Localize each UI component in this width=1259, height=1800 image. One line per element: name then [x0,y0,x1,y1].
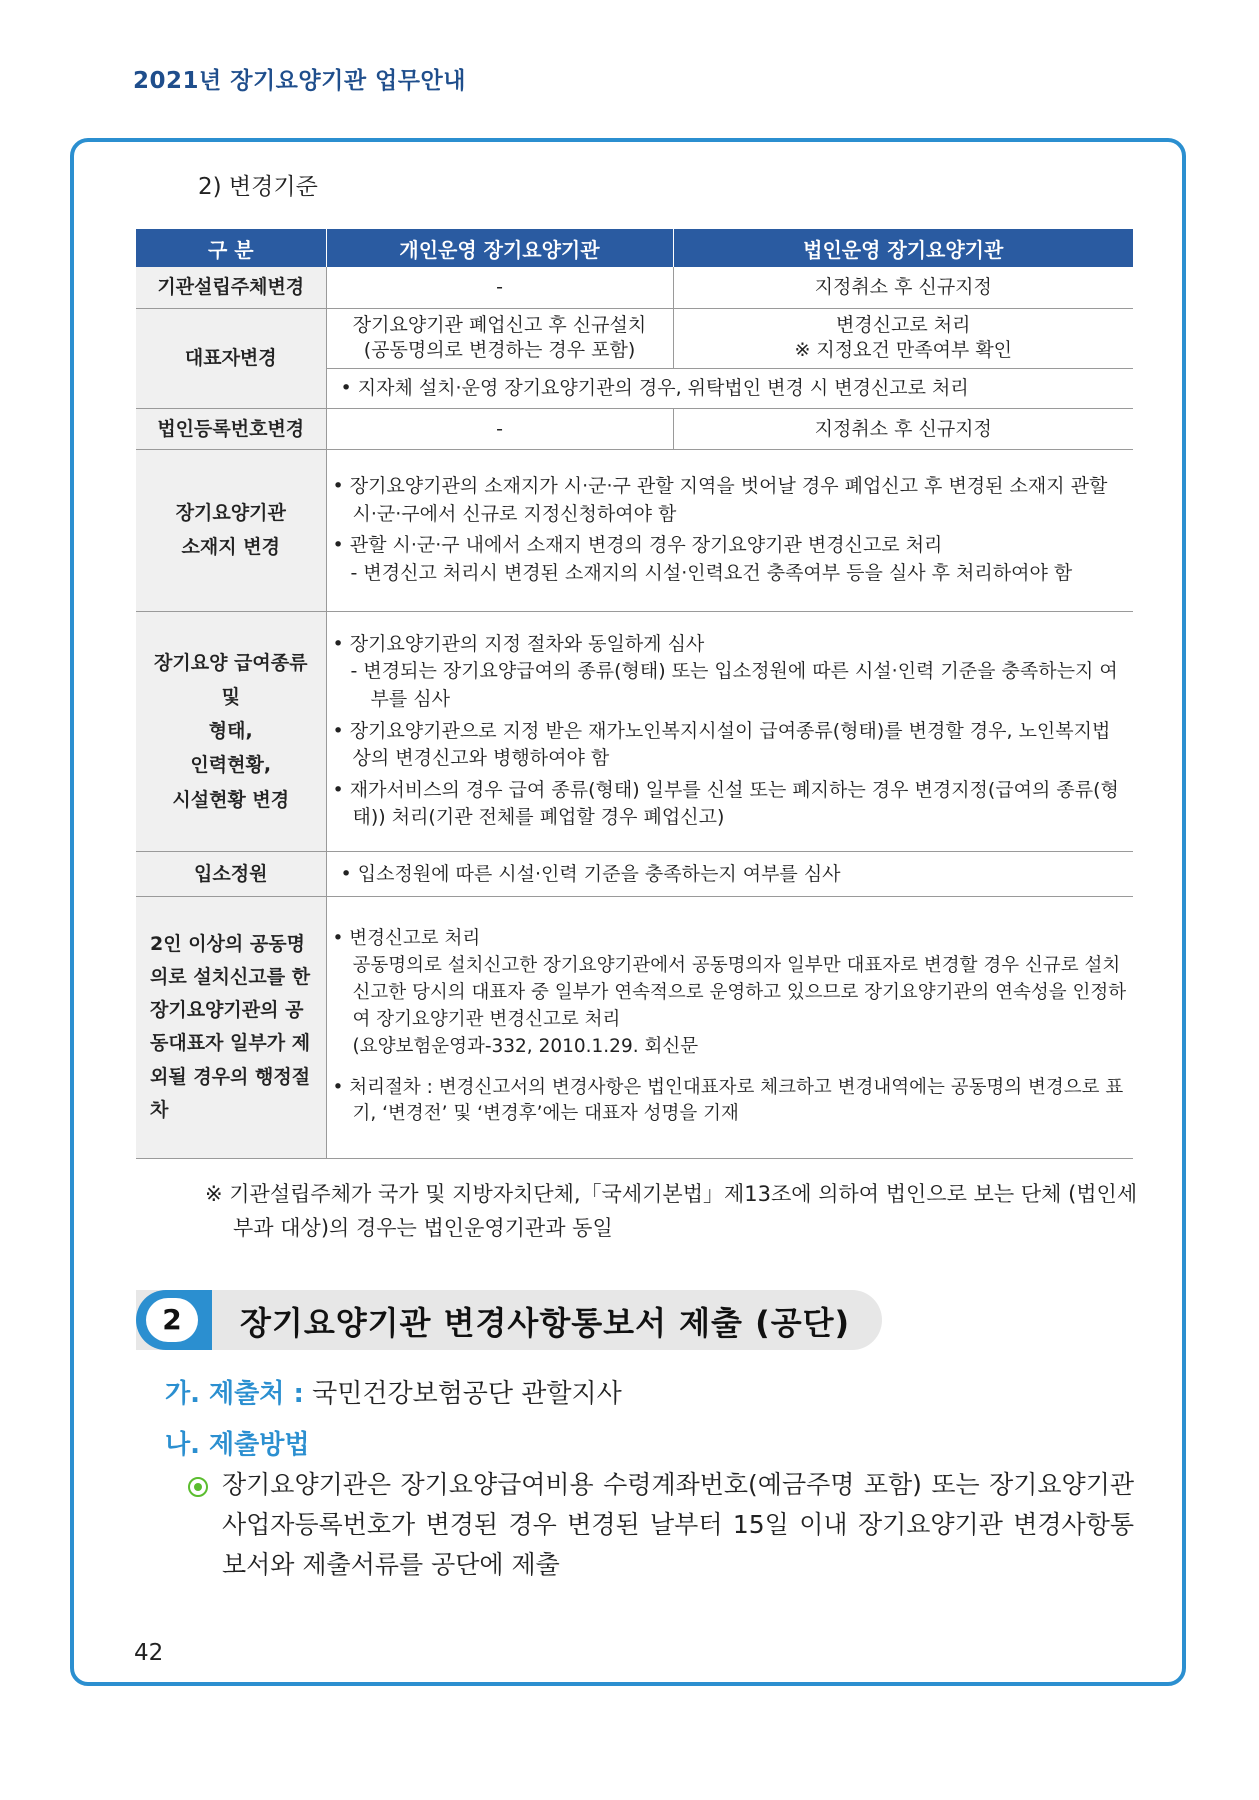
table-cell [326,611,1133,851]
label-line: 인력현황, [190,754,272,777]
table-header-row [136,229,1133,267]
change-criteria-table [136,229,1133,1159]
row-label: 대표자변경 [136,308,326,408]
bullet-text: • 장기요양기관의 지정 절차와 동일하게 심사 [332,632,705,655]
table-cell: 지정취소 후 신규지정 [673,408,1133,449]
col-header-individual: 개인운영 장기요양기관 [326,229,673,267]
submission-place [165,1373,622,1410]
table-row [136,308,1133,368]
table-cell: • 입소정원에 따른 시설·인력 기준을 충족하는지 여부를 심사 [326,851,1133,896]
document-header: 2021년 장기요양기관 업무안내 [133,68,466,94]
table-row [136,851,1133,896]
cell-line: ※ 지정요건 만족여부 확인 [794,339,1013,362]
submission-method-label: 나. 제출방법 [165,1430,310,1460]
table-cell [326,449,1133,611]
row-label [136,611,326,851]
bullet-text: • 관할 시·군·구 내에서 소재지 변경의 경우 장기요양기관 변경신고로 처리 [332,534,943,557]
table-cell: - [326,408,673,449]
table-row [136,449,1133,611]
cell-line: 변경신고로 처리 [835,313,971,336]
cell-line: 장기요양기관 폐업신고 후 신규설치 [352,313,647,336]
bullet-text: • 재가서비스의 경우 급여 종류(형태) 일부를 신설 또는 폐지하는 경우 변경지정(급여의 종류(형태)) 처리(기관 전체를 폐업할 경우 폐업신고) [332,778,1119,829]
table-row [136,611,1133,851]
label-line: 시설현황 변경 [172,788,290,811]
reference-text: (요양보험운영과-332, 2010.1.29. 회신문 [352,1035,699,1057]
page-number: 42 [134,1640,164,1666]
table-cell: 지정취소 후 신규지정 [673,267,1133,308]
paragraph-text: 공동명의로 설치신고한 장기요양기관에서 공동명의자 일부만 대표자로 변경할 경우 신규로 설치신고한 당시의 대표자 중 일부가 연속적으로 운영하고 있으므로 장기요양기관의 연속성을 인정하여 장기요양기관 변경신고로 처리 [352,955,1127,1030]
circle-bullet-icon [188,1477,208,1497]
submission-method-text: 장기요양기관은 장기요양급여비용 수령계좌번호(예금주명 포함) 또는 장기요양기관 사업자등록번호가 변경된 경우 변경된 날부터 15일 이내 장기요양기관 변경사항통보서와 제출서류를 공단에 제출 [222,1470,1134,1579]
table-cell: - [326,267,673,308]
submission-place-label: 가. 제출처 : [165,1379,304,1409]
bullet-text: • 변경신고로 처리 [332,928,481,950]
table-cell [326,896,1133,1158]
cell-line: (공동명의로 변경하는 경우 포함) [363,339,636,362]
bullet-text: • 처리절차 : 변경신고서의 변경사항은 법인대표자로 체크하고 변경내역에는 공동명의 변경으로 표기, ‘변경전’ 및 ‘변경후’에는 대표자 성명을 기재 [332,1076,1124,1125]
table-cell: • 지자체 설치·운영 장기요양기관의 경우, 위탁법인 변경 시 변경신고로 처리 [326,368,1133,408]
bullet-text: • 장기요양기관의 소재지가 시·군·구 관할 지역을 벗어날 경우 폐업신고 후 변경된 소재지 관할 시·군·구에서 신규로 지정신청하여야 함 [332,475,1108,525]
row-label: 기관설립주체변경 [136,267,326,308]
label-line: 장기요양 급여종류 및 [154,651,308,708]
table-cell [673,308,1133,368]
table-footnote: ※ 기관설립주체가 국가 및 지방자치단체,「국세기본법」제13조에 의하여 법인으로 보는 단체 (법인세 부과 대상)의 경우는 법인운영기관과 동일 [205,1182,1138,1240]
dash-text: - 변경신고 처리시 변경된 소재지의 시설·인력요건 충족여부 등을 실사 후 처리하여야 함 [350,561,1073,584]
subsection-title: 2) 변경기준 [198,174,318,200]
bullet-text: • 장기요양기관으로 지정 받은 재가노인복지시설이 급여종류(형태)를 변경할 경우, 노인복지법상의 변경신고와 병행하여야 함 [332,719,1111,770]
row-label: 입소정원 [136,851,326,896]
row-label: 2인 이상의 공동명의로 설치신고를 한 장기요양기관의 공동대표자 일부가 제외될 경우의 행정절차 [136,896,326,1158]
label-line: 형태, [208,720,253,743]
table-row [136,408,1133,449]
table-cell [326,308,673,368]
col-header-category: 구 분 [136,229,326,267]
dash-text: - 변경되는 장기요양급여의 종류(형태) 또는 입소정원에 따른 시설·인력 기준을 충족하는지 여부를 심사 [350,660,1118,710]
submission-place-value: 국민건강보험공단 관할지사 [312,1379,622,1409]
label-line: 장기요양기관 [175,502,286,525]
section-title: 장기요양기관 변경사항통보서 제출 (공단) [240,1304,851,1342]
col-header-corporate: 법인운영 장기요양기관 [673,229,1133,267]
row-label [136,449,326,611]
row-label: 법인등록번호변경 [136,408,326,449]
section-number: 2 [146,1298,198,1342]
label-line: 소재지 변경 [181,536,280,559]
table-row [136,267,1133,308]
table-row [136,896,1133,1158]
